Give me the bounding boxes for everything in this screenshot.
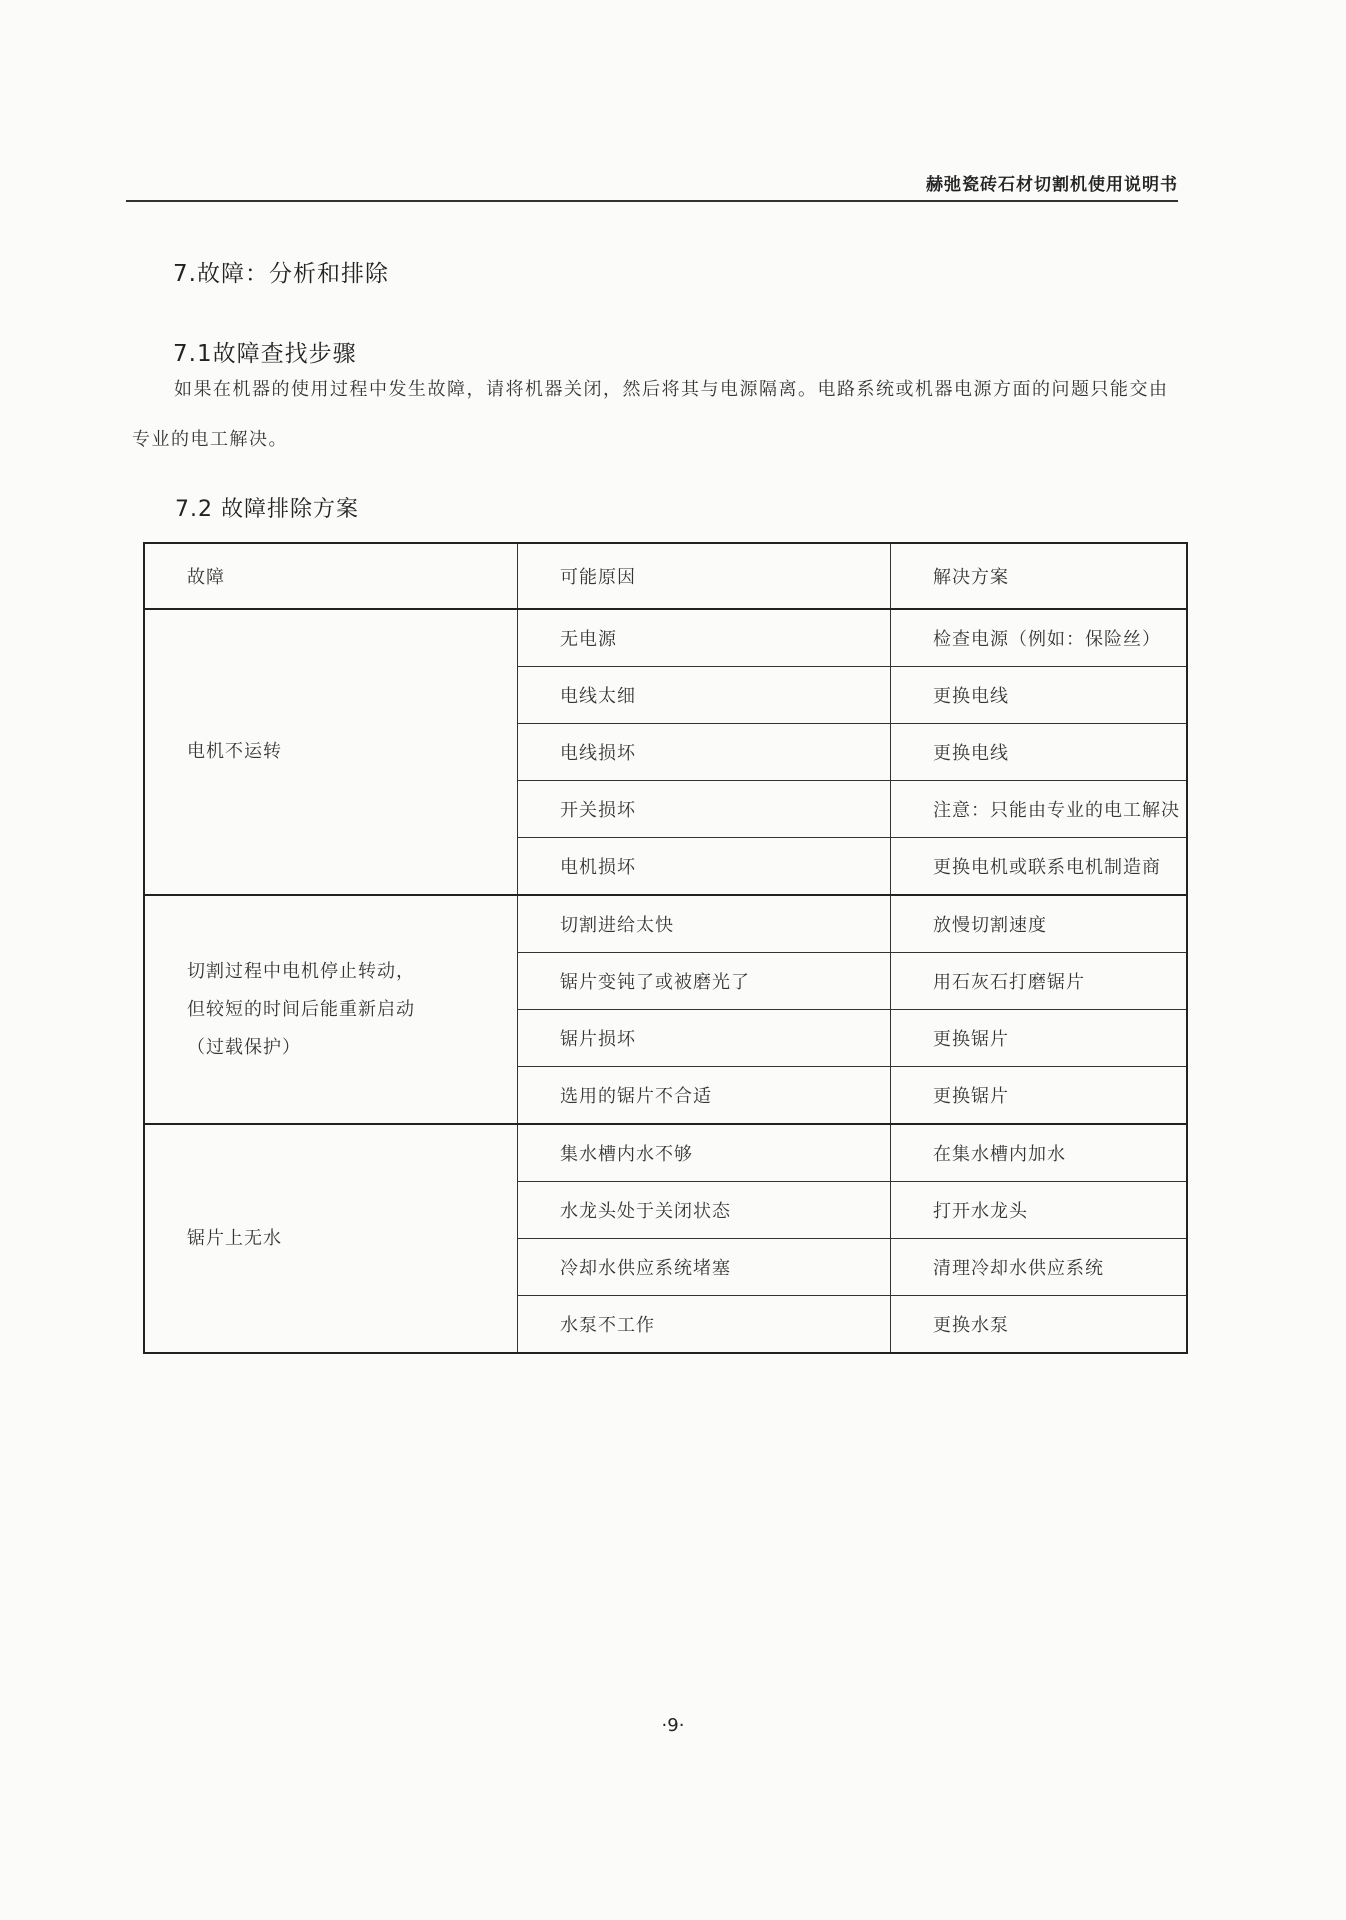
header-solution: 解决方案 [891, 543, 1188, 609]
solution-cell: 打开水龙头 [891, 1182, 1188, 1239]
solution-cell: 用石灰石打磨锯片 [891, 953, 1188, 1010]
solution-cell: 更换电机或联系电机制造商 [891, 838, 1188, 896]
header-fault: 故障 [144, 543, 518, 609]
cause-cell: 无电源 [518, 609, 891, 667]
fault-cell: 电机不运转 [144, 609, 518, 895]
cause-cell: 电机损坏 [518, 838, 891, 896]
troubleshooting-table [143, 542, 1188, 1354]
subsection-title-7-2: 7.2 故障排除方案 [175, 497, 359, 522]
cause-cell: 电线损坏 [518, 724, 891, 781]
fault-cell: 锯片上无水 [144, 1124, 518, 1353]
solution-cell: 更换电线 [891, 667, 1188, 724]
solution-cell: 注意：只能由专业的电工解决 [891, 781, 1188, 838]
cause-cell: 水龙头处于关闭状态 [518, 1182, 891, 1239]
subsection-title-7-1: 7.1故障查找步骤 [173, 341, 357, 367]
solution-cell: 放慢切割速度 [891, 895, 1188, 953]
fault-cell [144, 895, 518, 1124]
cause-cell: 电线太细 [518, 667, 891, 724]
cause-cell: 锯片损坏 [518, 1010, 891, 1067]
fault-line: （过载保护） [187, 1036, 301, 1058]
page-number: ·9· [661, 1715, 685, 1736]
table-row [144, 895, 1187, 953]
document-header-title: 赫弛瓷砖石材切割机使用说明书 [926, 175, 1178, 195]
solution-cell: 更换电线 [891, 724, 1188, 781]
cause-cell: 水泵不工作 [518, 1296, 891, 1354]
table-header-row [144, 543, 1187, 609]
section-title: 7.故障：分析和排除 [173, 261, 389, 287]
cause-cell: 切割进给太快 [518, 895, 891, 953]
cause-cell: 锯片变钝了或被磨光了 [518, 953, 891, 1010]
cause-cell: 开关损坏 [518, 781, 891, 838]
solution-cell: 更换锯片 [891, 1067, 1188, 1125]
subsection-paragraph: 如果在机器的使用过程中发生故障，请将机器关闭，然后将其与电源隔离。电路系统或机器电源方面的问题只能交由专业的电工解决。 [132, 379, 1169, 450]
solution-cell: 检查电源（例如：保险丝） [891, 609, 1188, 667]
table-row [144, 1124, 1187, 1182]
fault-line: 但较短的时间后能重新启动 [187, 998, 415, 1020]
solution-cell: 在集水槽内加水 [891, 1124, 1188, 1182]
header-cause: 可能原因 [518, 543, 891, 609]
cause-cell: 选用的锯片不合适 [518, 1067, 891, 1125]
cause-cell: 集水槽内水不够 [518, 1124, 891, 1182]
table-row [144, 609, 1187, 667]
fault-line: 切割过程中电机停止转动， [187, 960, 415, 982]
header-rule [126, 200, 1178, 202]
solution-cell: 清理冷却水供应系统 [891, 1239, 1188, 1296]
solution-cell: 更换锯片 [891, 1010, 1188, 1067]
cause-cell: 冷却水供应系统堵塞 [518, 1239, 891, 1296]
solution-cell: 更换水泵 [891, 1296, 1188, 1354]
